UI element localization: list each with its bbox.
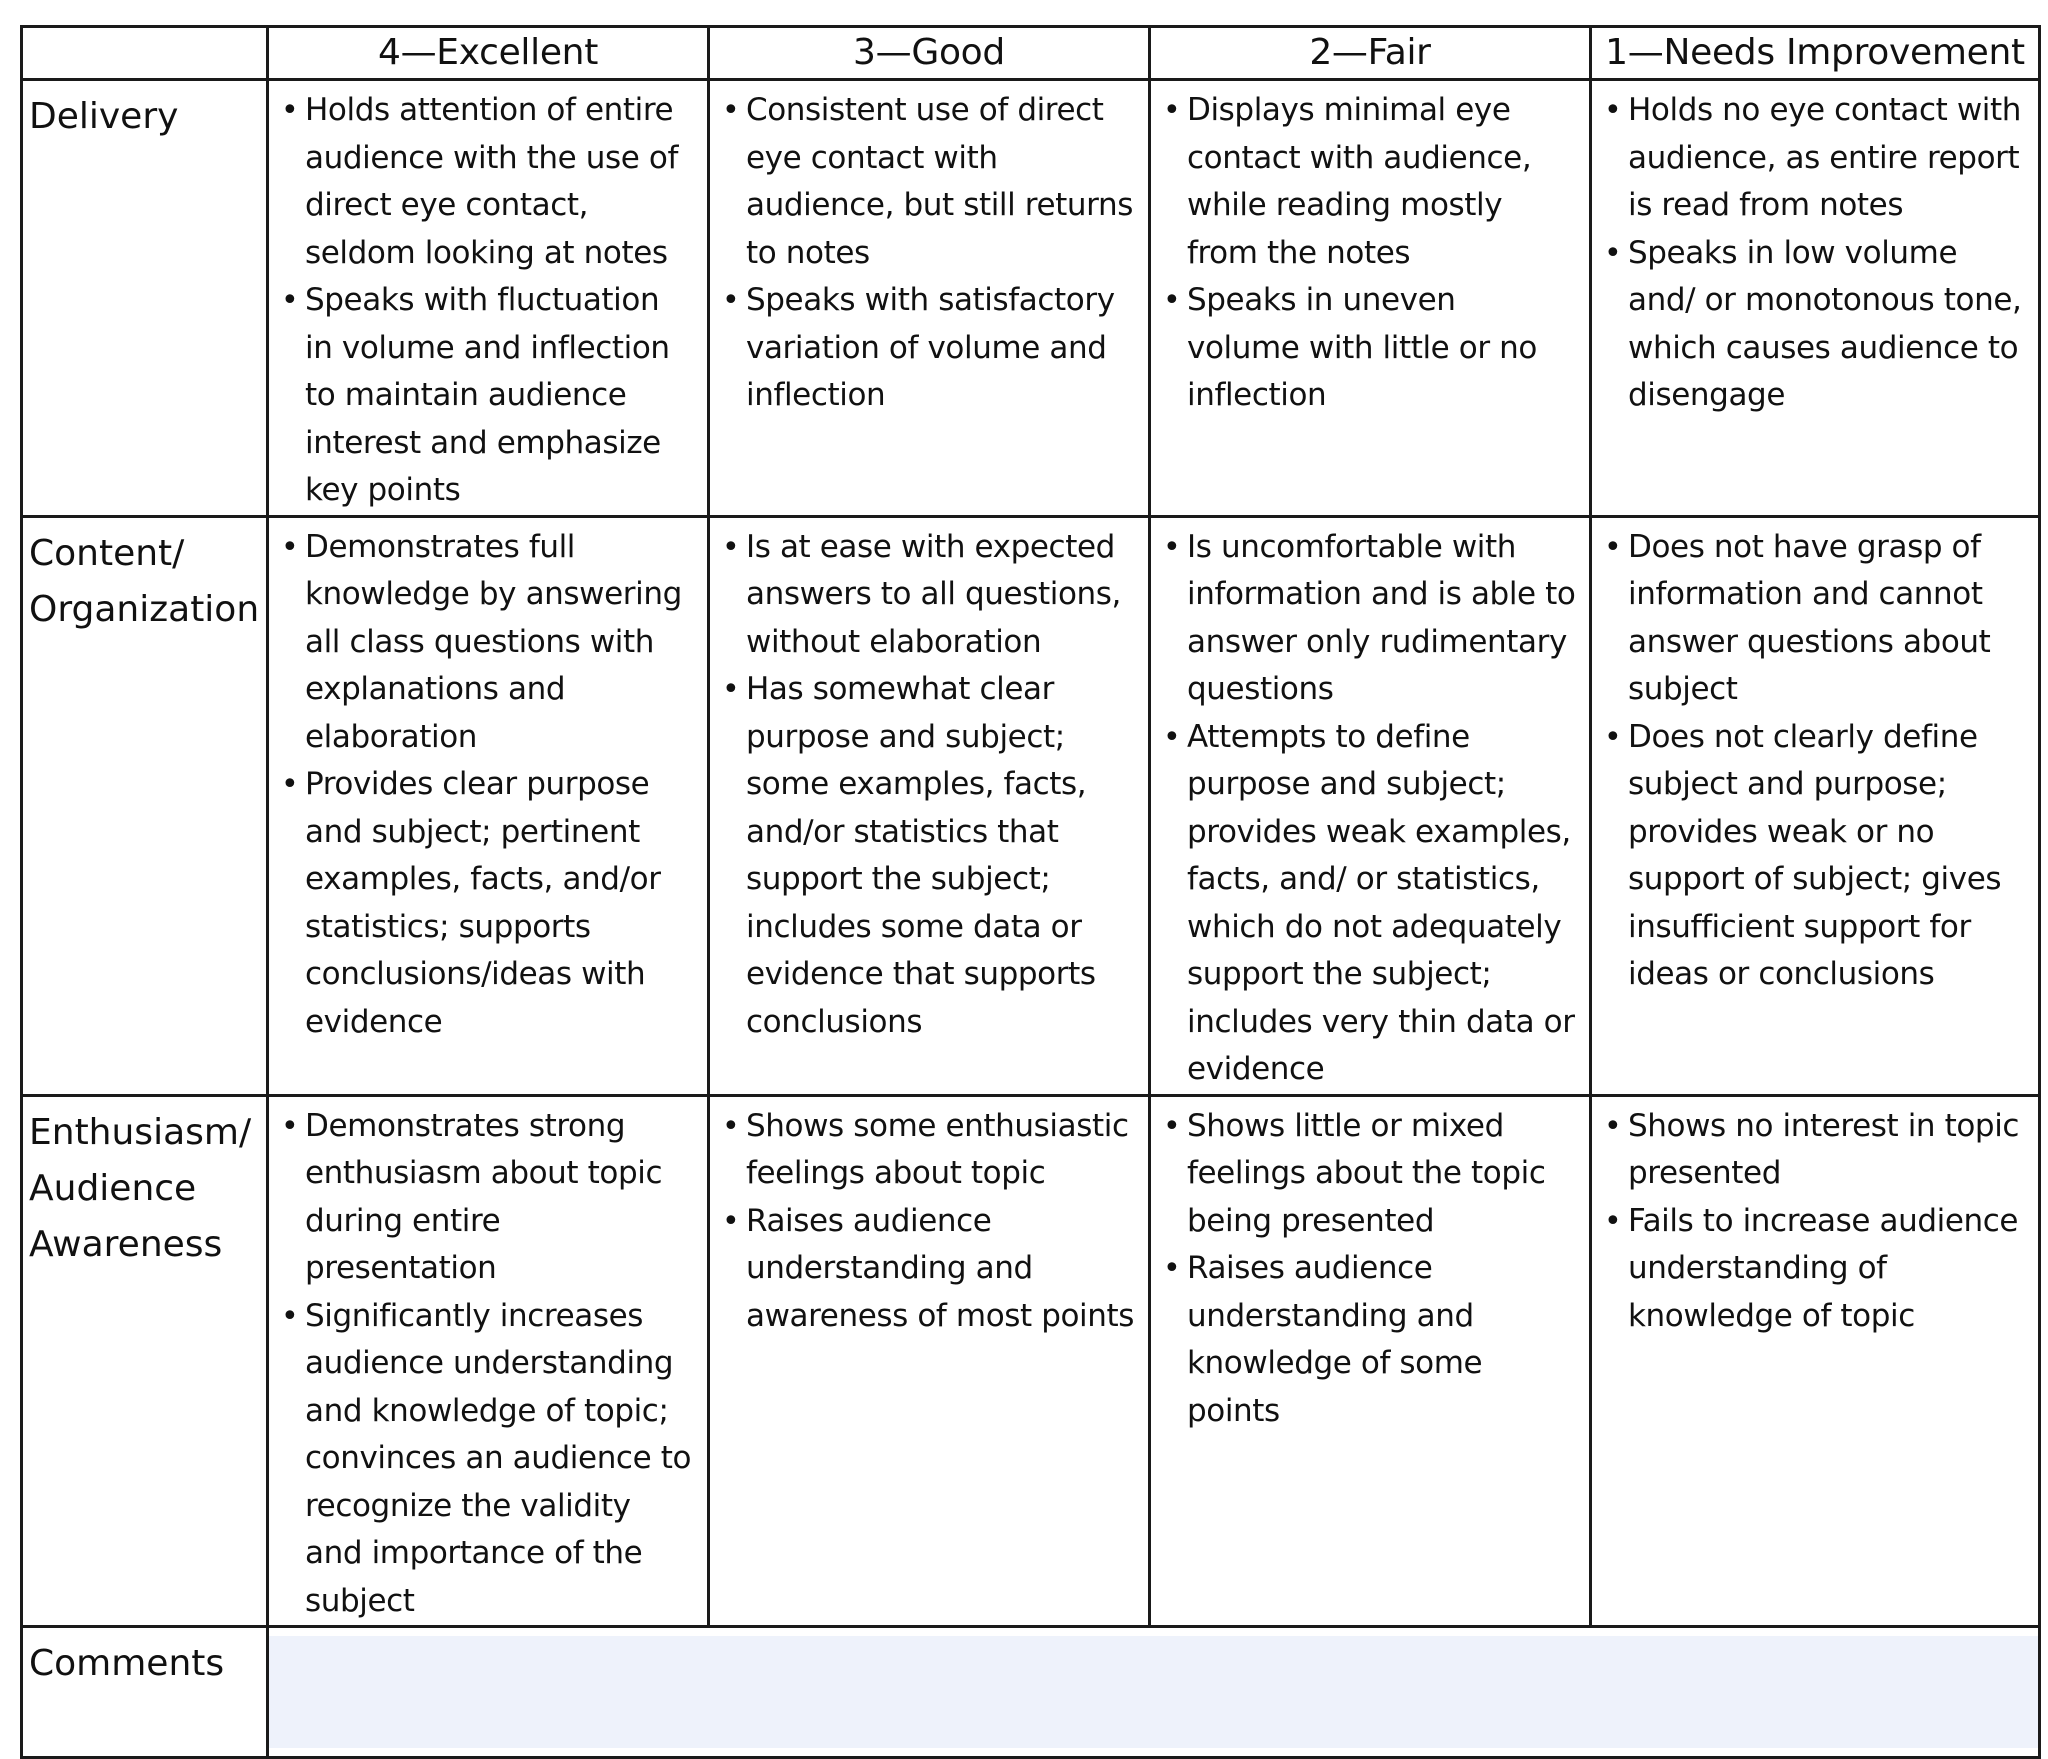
cell-content-excellent xyxy=(268,516,709,1095)
descriptor-item: • Significantly increases audience understanding and knowledge of topic; convinces an audience to recognize the validity and importance of the subject xyxy=(275,1293,695,1626)
descriptor-item: • Speaks with satisfactory variation of volume and inflection xyxy=(716,277,1136,420)
criterion-content-organization xyxy=(22,516,268,1095)
row-delivery xyxy=(22,80,2040,517)
criterion-label: Enthusiasm/ xyxy=(29,1111,252,1153)
cell-delivery-needs-improvement xyxy=(1591,80,2040,517)
criterion-label: Organization xyxy=(29,588,260,630)
descriptor-item: • Shows no interest in topic presented xyxy=(1598,1103,2026,1198)
header-corner xyxy=(22,27,268,80)
descriptor-item: • Raises audience understanding and knowledge of some points xyxy=(1157,1245,1577,1435)
cell-content-needs-improvement xyxy=(1591,516,2040,1095)
criterion-label: Content/ xyxy=(29,532,185,574)
row-content-organization xyxy=(22,516,2040,1095)
descriptor-item: • Raises audience understanding and awareness of most points xyxy=(716,1198,1136,1341)
descriptor-item: • Does not clearly define subject and purpose; provides weak or no support of subject; gives insufficient support for ideas or conclusions xyxy=(1598,714,2026,999)
header-needs-improvement: 1—Needs Improvement xyxy=(1591,27,2040,80)
cell-delivery-excellent xyxy=(268,80,709,517)
descriptor-item: • Demonstrates full knowledge by answering all class questions with explanations and elaboration xyxy=(275,524,695,762)
descriptor-item: • Provides clear purpose and subject; pertinent examples, facts, and/or statistics; supports conclusions/ideas with evidence xyxy=(275,761,695,1046)
descriptor-item: • Fails to increase audience understanding of knowledge of topic xyxy=(1598,1198,2026,1341)
descriptor-item: • Shows some enthusiastic feelings about topic xyxy=(716,1103,1136,1198)
cell-delivery-good xyxy=(709,80,1150,517)
header-fair: 2—Fair xyxy=(1150,27,1591,80)
criterion-enthusiasm-audience-awareness xyxy=(22,1095,268,1627)
cell-enthusiasm-needs-improvement xyxy=(1591,1095,2040,1627)
comments-cell xyxy=(268,1627,2040,1758)
criterion-label: Delivery xyxy=(29,96,179,137)
descriptor-item: • Speaks in low volume and/ or monotonous tone, which causes audience to disengage xyxy=(1598,230,2026,420)
descriptor-item: • Does not have grasp of information and cannot answer questions about subject xyxy=(1598,524,2026,714)
header-good: 3—Good xyxy=(709,27,1150,80)
cell-enthusiasm-excellent xyxy=(268,1095,709,1627)
descriptor-item: • Speaks in uneven volume with little or no inflection xyxy=(1157,277,1577,420)
descriptor-item: • Is at ease with expected answers to all questions, without elaboration xyxy=(716,524,1136,667)
rubric-table xyxy=(20,25,2041,1759)
descriptor-item: • Speaks with fluctuation in volume and inflection to maintain audience interest and emphasize key points xyxy=(275,277,695,515)
row-enthusiasm-audience-awareness xyxy=(22,1095,2040,1627)
comments-label: Comments xyxy=(22,1627,268,1758)
descriptor-item: • Displays minimal eye contact with audience, while reading mostly from the notes xyxy=(1157,87,1577,277)
cell-delivery-fair xyxy=(1150,80,1591,517)
cell-content-good xyxy=(709,516,1150,1095)
descriptor-item: • Has somewhat clear purpose and subject; some examples, facts, and/or statistics that support the subject; includes some data or evidence that supports conclusions xyxy=(716,666,1136,1046)
descriptor-item: • Shows little or mixed feelings about the topic being presented xyxy=(1157,1103,1577,1246)
row-comments xyxy=(22,1627,2040,1758)
descriptor-item: • Holds no eye contact with audience, as entire report is read from notes xyxy=(1598,87,2026,230)
descriptor-item: • Is uncomfortable with information and is able to answer only rudimentary questions xyxy=(1157,524,1577,714)
criterion-delivery xyxy=(22,80,268,517)
descriptor-item: • Holds attention of entire audience with the use of direct eye contact, seldom looking at notes xyxy=(275,87,695,277)
header-excellent: 4—Excellent xyxy=(268,27,709,80)
descriptor-item: • Demonstrates strong enthusiasm about topic during entire presentation xyxy=(275,1103,695,1293)
descriptor-item: • Attempts to define purpose and subject; provides weak examples, facts, and/ or statistics, which do not adequately support the subject; includes very thin data or evidence xyxy=(1157,714,1577,1094)
cell-content-fair xyxy=(1150,516,1591,1095)
rubric-table-wrapper xyxy=(20,25,2038,1759)
criterion-label: Audience xyxy=(29,1167,197,1209)
descriptor-item: • Consistent use of direct eye contact with audience, but still returns to notes xyxy=(716,87,1136,277)
cell-enthusiasm-fair xyxy=(1150,1095,1591,1627)
header-row xyxy=(22,27,2040,80)
criterion-label: Awareness xyxy=(29,1223,223,1265)
comments-input-area[interactable] xyxy=(269,1636,2038,1748)
cell-enthusiasm-good xyxy=(709,1095,1150,1627)
